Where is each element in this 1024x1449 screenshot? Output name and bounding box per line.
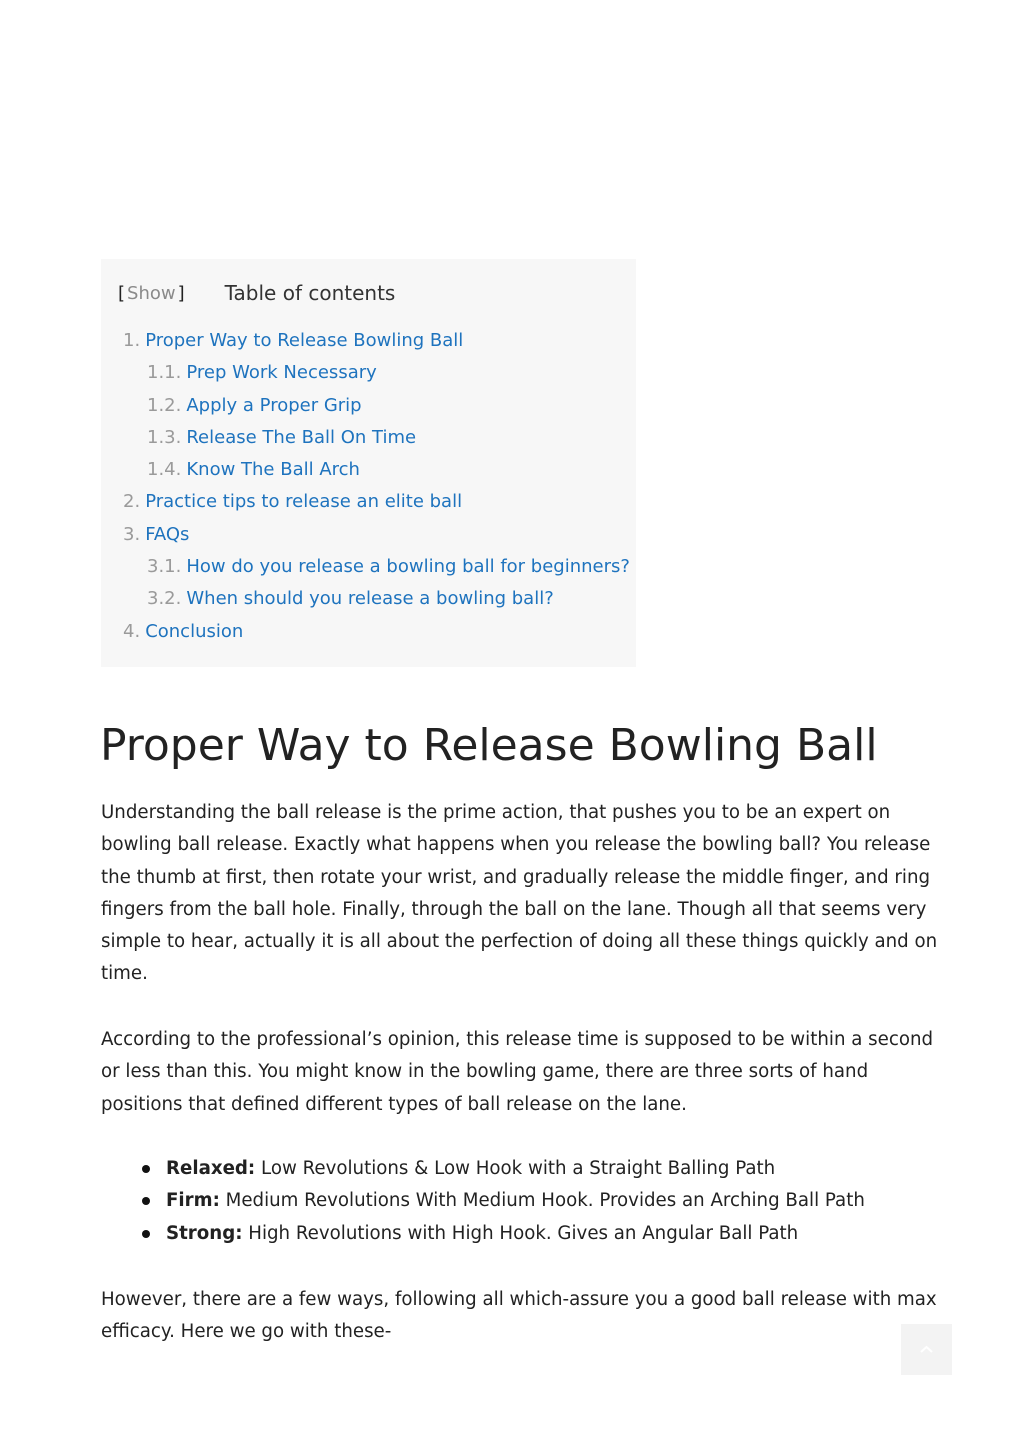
toc-item — [123, 390, 630, 422]
toc-link[interactable]: Release The Ball On Time — [186, 426, 417, 448]
table-of-contents — [101, 259, 636, 667]
list-item-text: Low Revolutions & Low Hook with a Straight Balling Path — [255, 1158, 776, 1179]
article-heading: Proper Way to Release Bowling Ball — [100, 720, 878, 771]
toc-link[interactable]: Conclusion — [145, 620, 244, 642]
toc-item — [123, 454, 630, 486]
list-item-term: Firm: — [166, 1190, 220, 1212]
scroll-to-top-button[interactable] — [901, 1324, 952, 1375]
toc-item — [123, 325, 630, 357]
toc-item-number: 1. — [123, 330, 141, 351]
toc-link[interactable]: Proper Way to Release Bowling Ball — [145, 330, 464, 351]
toc-show-link[interactable]: Show — [127, 282, 176, 304]
toc-item-number: 1.1. — [147, 362, 182, 384]
toc-item — [123, 422, 630, 454]
list-item — [166, 1185, 966, 1217]
bullet-dot-icon — [142, 1165, 150, 1173]
toc-title: Table of contents — [224, 281, 396, 305]
list-item — [166, 1153, 966, 1185]
toc-item — [123, 616, 630, 648]
toc-item-number: 4. — [123, 620, 141, 642]
toc-link[interactable]: How do you release a bowling ball for beginners? — [186, 556, 630, 578]
toc-link[interactable]: Practice tips to release an elite ball — [145, 491, 463, 513]
bullet-dot-icon — [142, 1230, 150, 1238]
list-item — [166, 1218, 966, 1250]
toc-item — [123, 519, 630, 551]
toc-item-number: 3. — [123, 523, 141, 545]
toc-item-number: 1.3. — [147, 426, 182, 448]
toc-toggle[interactable] — [118, 283, 185, 304]
toc-item-number: 3.1. — [147, 556, 182, 578]
toc-item-number: 3.2. — [147, 588, 182, 610]
list-item-text: High Revolutions with High Hook. Gives an Angular Ball Path — [242, 1222, 799, 1244]
toc-link[interactable]: FAQs — [145, 523, 190, 545]
toc-item-number: 1.2. — [147, 394, 182, 416]
list-item-term: Strong: — [166, 1222, 243, 1244]
toc-toggle-open-bracket: [ — [118, 282, 126, 304]
toc-item — [123, 551, 630, 583]
list-item-text: Medium Revolutions With Medium Hook. Provides an Arching Ball Path — [219, 1190, 865, 1212]
toc-toggle-close-bracket: ] — [177, 282, 185, 304]
article-paragraph: Understanding the ball release is the prime action, that pushes you to be an expert on bowling ball release. Exactly what happens when you release the bowling ball? You release the thumb at first, then rotate your wrist, and gradually release the middle finger, and ring fingers from the ball hole. Finally, through the ball on the lane. Though all that seems very simple to hear, actually it is all about the perfection of doing all these things quickly and on time. — [101, 802, 938, 985]
list-item-term: Relaxed: — [166, 1158, 256, 1179]
toc-list — [123, 325, 630, 648]
toc-item-number: 1.4. — [147, 459, 182, 481]
toc-header — [118, 279, 395, 307]
toc-item — [123, 357, 630, 389]
toc-link[interactable]: Prep Work Necessary — [186, 362, 377, 384]
toc-item-number: 2. — [123, 491, 141, 513]
toc-item — [123, 583, 630, 615]
bullet-dot-icon — [142, 1197, 150, 1205]
chevron-up-icon — [919, 1343, 934, 1356]
hand-position-list — [166, 1153, 966, 1250]
toc-item — [123, 486, 630, 518]
toc-link[interactable]: When should you release a bowling ball? — [186, 588, 554, 610]
toc-link[interactable]: Know The Ball Arch — [186, 459, 360, 481]
article-paragraph: According to the professional’s opinion, this release time is supposed to be within a second or less than this. You might know in the bowling game, there are three sorts of hand positions that defined different types of ball release on the lane. — [101, 1029, 934, 1115]
article-paragraph: However, there are a few ways, following all which-assure you a good ball release with max efficacy. Here we go with these- — [101, 1289, 937, 1343]
toc-link[interactable]: Apply a Proper Grip — [186, 394, 362, 416]
